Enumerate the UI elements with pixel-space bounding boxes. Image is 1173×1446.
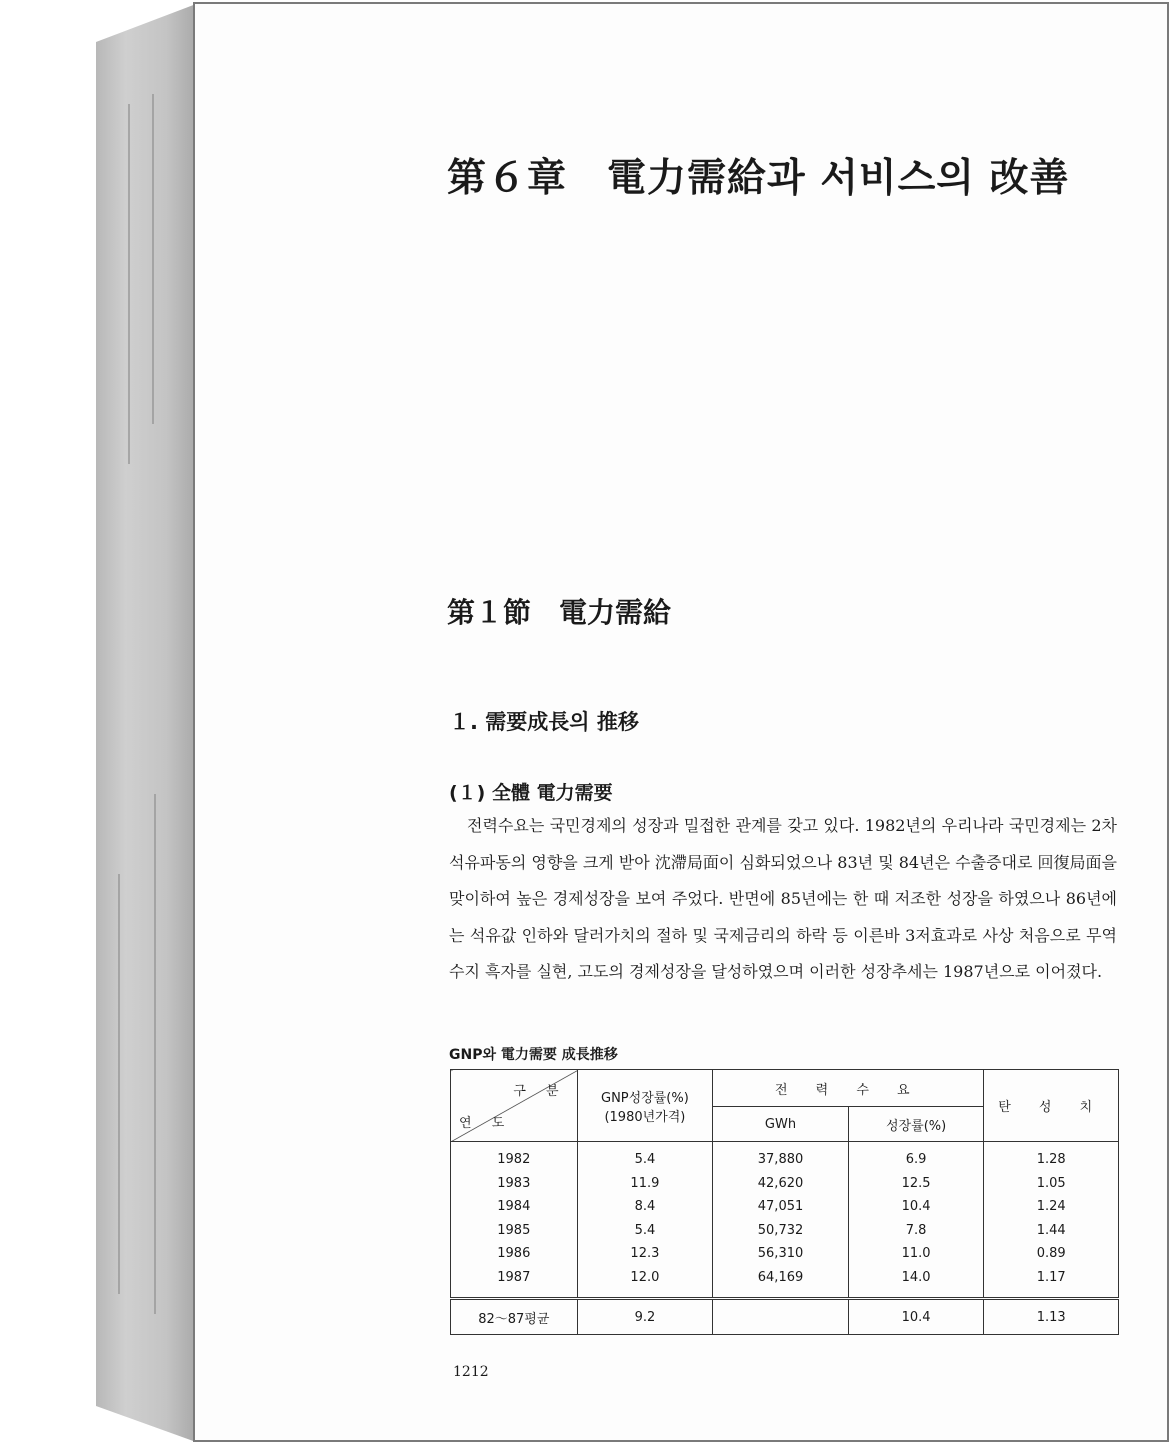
year-cell: 1987 [451, 1266, 578, 1299]
section-title: 第１節 電力需給 [447, 596, 672, 629]
gnp-header-sublabel: (1980년가격) [604, 1109, 686, 1125]
book-spine [96, 4, 196, 1442]
spine-shade [152, 94, 154, 424]
spine-shade [154, 794, 156, 1314]
table-row [451, 1219, 1119, 1243]
year-cell: 1985 [451, 1219, 578, 1243]
rate-cell: 10.4 [848, 1195, 984, 1219]
chapter-title: 第６章 電力需給과 서비스의 改善 [447, 155, 1070, 201]
table-row [451, 1172, 1119, 1196]
gwh-cell: 56,310 [713, 1242, 849, 1266]
elasticity-cell: 1.28 [984, 1142, 1119, 1172]
gwh-cell: 42,620 [713, 1172, 849, 1196]
gnp-cell: 8.4 [577, 1195, 713, 1219]
table-row [451, 1195, 1119, 1219]
year-cell: 1983 [451, 1172, 578, 1196]
gwh-header: GWh [713, 1107, 849, 1142]
gwh-cell: 37,880 [713, 1142, 849, 1172]
gwh-cell: 50,732 [713, 1219, 849, 1243]
gnp-cell: 12.3 [577, 1242, 713, 1266]
table-row [451, 1242, 1119, 1266]
year-label: 연 도 [459, 1116, 513, 1131]
rate-cell: 11.0 [848, 1242, 984, 1266]
year-cell: 1982 [451, 1142, 578, 1172]
average-gwh-cell [713, 1299, 849, 1335]
elasticity-cell: 1.05 [984, 1172, 1119, 1196]
rate-cell: 7.8 [848, 1219, 984, 1243]
elasticity-cell: 0.89 [984, 1242, 1119, 1266]
gnp-power-demand-table [450, 1069, 1119, 1335]
table-row [451, 1142, 1119, 1172]
diagonal-header-cell [451, 1070, 578, 1142]
gnp-cell: 5.4 [577, 1219, 713, 1243]
spine-shade [128, 104, 130, 464]
category-label: 구 분 [513, 1084, 567, 1099]
gnp-cell: 11.9 [577, 1172, 713, 1196]
average-gnp-cell: 9.2 [577, 1299, 713, 1335]
spine-shade [118, 874, 120, 1294]
elasticity-cell: 1.24 [984, 1195, 1119, 1219]
year-cell: 1986 [451, 1242, 578, 1266]
gnp-header-label: GNP성장률(%) [601, 1090, 689, 1106]
average-elasticity-cell: 1.13 [984, 1299, 1119, 1335]
table-row [451, 1266, 1119, 1299]
average-year-cell: 82～87평균 [451, 1299, 578, 1335]
average-row [451, 1299, 1119, 1335]
average-rate-cell: 10.4 [848, 1299, 984, 1335]
table-caption: GNP와 電力需要 成長推移 [449, 1047, 618, 1063]
gnp-header [577, 1070, 713, 1142]
growth-rate-header: 성장률(%) [848, 1107, 984, 1142]
gwh-cell: 64,169 [713, 1266, 849, 1299]
page-number: 1212 [453, 1364, 489, 1380]
subsection-title: １. 需要成長의 推移 [449, 710, 639, 734]
elasticity-cell: 1.44 [984, 1219, 1119, 1243]
sub-subsection-title: (１) 全體 電力需要 [449, 782, 613, 804]
elasticity-header: 탄 성 치 [984, 1070, 1119, 1142]
gnp-cell: 12.0 [577, 1266, 713, 1299]
rate-cell: 12.5 [848, 1172, 984, 1196]
gnp-cell: 5.4 [577, 1142, 713, 1172]
table-header-row [451, 1070, 1119, 1107]
book-page [193, 2, 1169, 1442]
power-demand-header: 전 력 수 요 [713, 1070, 984, 1107]
gwh-cell: 47,051 [713, 1195, 849, 1219]
rate-cell: 6.9 [848, 1142, 984, 1172]
elasticity-cell: 1.17 [984, 1266, 1119, 1299]
body-paragraph: 전력수요는 국민경제의 성장과 밀접한 관계를 갖고 있다. 1982년의 우리나라 국민경제는 2차석유파동의 영향을 크게 받아 沈滯局面이 심화되었으나 83년 및 84년은 수출증대로 回復局面을 맞이하여 높은 경제성장을 보여 주었다. 반면에 85년에는 한 때 저조한 성장을 하였으나 86년에는 석유값 인하와 달러가치의 절하 및 국제금리의 하락 등 이른바 3저효과로 사상 처음으로 무역수지 흑자를 실현, 고도의 경제성장을 달성하였으며 이러한 성장추세는 1987년으로 이어졌다. [449, 816, 1117, 981]
year-cell: 1984 [451, 1195, 578, 1219]
rate-cell: 14.0 [848, 1266, 984, 1299]
